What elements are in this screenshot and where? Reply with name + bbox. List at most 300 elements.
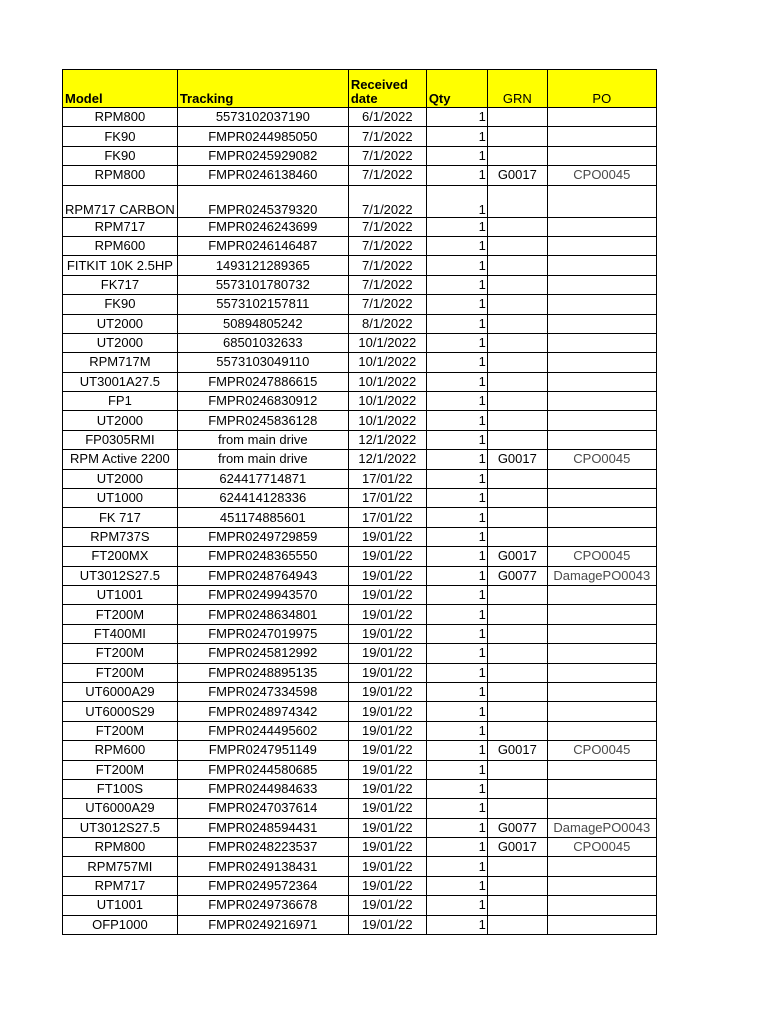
table-row — [63, 663, 657, 682]
table-row — [63, 682, 657, 701]
cell-tracking: FMPR0248634801 — [177, 605, 348, 624]
cell-tracking: FMPR0245812992 — [177, 644, 348, 663]
cell-po — [547, 372, 656, 391]
cell-qty: 1 — [426, 721, 487, 740]
cell-qty: 1 — [426, 353, 487, 372]
table-row — [63, 876, 657, 895]
cell-received-date: 19/01/22 — [348, 818, 426, 837]
cell-model: UT1001 — [63, 896, 178, 915]
header-model: Model — [63, 70, 178, 108]
table-row — [63, 411, 657, 430]
table-row — [63, 702, 657, 721]
cell-grn — [487, 799, 547, 818]
cell-po — [547, 392, 656, 411]
cell-po — [547, 411, 656, 430]
cell-received-date: 19/01/22 — [348, 857, 426, 876]
cell-model: UT2000 — [63, 333, 178, 352]
cell-qty: 1 — [426, 624, 487, 643]
cell-received-date: 7/1/2022 — [348, 146, 426, 165]
cell-qty: 1 — [426, 127, 487, 146]
cell-qty: 1 — [426, 108, 487, 127]
cell-tracking: 50894805242 — [177, 314, 348, 333]
table-row — [63, 779, 657, 798]
cell-grn — [487, 644, 547, 663]
cell-received-date: 10/1/2022 — [348, 392, 426, 411]
cell-received-date: 19/01/22 — [348, 605, 426, 624]
cell-po — [547, 314, 656, 333]
cell-po — [547, 295, 656, 314]
cell-tracking: 5573102037190 — [177, 108, 348, 127]
cell-model: FT100S — [63, 779, 178, 798]
table-row — [63, 489, 657, 508]
cell-po: CPO0045 — [547, 547, 656, 566]
table-row — [63, 896, 657, 915]
cell-qty: 1 — [426, 818, 487, 837]
cell-model: RPM600 — [63, 741, 178, 760]
table-row — [63, 275, 657, 294]
table-row — [63, 721, 657, 740]
cell-model: RPM800 — [63, 838, 178, 857]
cell-qty: 1 — [426, 372, 487, 391]
cell-tracking: FMPR0249138431 — [177, 857, 348, 876]
table-row — [63, 857, 657, 876]
table-row — [63, 236, 657, 255]
cell-model: UT3012S27.5 — [63, 818, 178, 837]
cell-qty: 1 — [426, 876, 487, 895]
cell-model: UT6000S29 — [63, 702, 178, 721]
cell-model: FT400MI — [63, 624, 178, 643]
cell-tracking: FMPR0247334598 — [177, 682, 348, 701]
cell-po: CPO0045 — [547, 838, 656, 857]
cell-model: RPM800 — [63, 166, 178, 185]
cell-received-date: 7/1/2022 — [348, 217, 426, 236]
cell-po — [547, 896, 656, 915]
cell-model: RPM Active 2200 — [63, 450, 178, 469]
cell-model: FITKIT 10K 2.5HP — [63, 256, 178, 275]
cell-qty: 1 — [426, 430, 487, 449]
cell-tracking: FMPR0248764943 — [177, 566, 348, 585]
cell-model: RPM717M — [63, 353, 178, 372]
cell-model: UT2000 — [63, 411, 178, 430]
cell-po — [547, 256, 656, 275]
cell-model: FK90 — [63, 295, 178, 314]
table-body — [63, 108, 657, 935]
cell-qty: 1 — [426, 779, 487, 798]
cell-received-date: 7/1/2022 — [348, 236, 426, 255]
cell-po: CPO0045 — [547, 166, 656, 185]
cell-po — [547, 779, 656, 798]
cell-tracking: FMPR0249736678 — [177, 896, 348, 915]
cell-received-date: 19/01/22 — [348, 566, 426, 585]
cell-model: UT2000 — [63, 469, 178, 488]
cell-received-date: 10/1/2022 — [348, 372, 426, 391]
cell-po — [547, 857, 656, 876]
table-row — [63, 392, 657, 411]
cell-model: RPM800 — [63, 108, 178, 127]
cell-po — [547, 333, 656, 352]
cell-received-date: 19/01/22 — [348, 527, 426, 546]
cell-model: FK717 — [63, 275, 178, 294]
cell-tracking: FMPR0248223537 — [177, 838, 348, 857]
cell-grn — [487, 489, 547, 508]
cell-qty: 1 — [426, 915, 487, 934]
cell-model: RPM600 — [63, 236, 178, 255]
table-row — [63, 508, 657, 527]
cell-grn — [487, 333, 547, 352]
table-row — [63, 166, 657, 185]
cell-grn: G0077 — [487, 566, 547, 585]
cell-qty: 1 — [426, 527, 487, 546]
cell-grn — [487, 392, 547, 411]
cell-received-date: 7/1/2022 — [348, 295, 426, 314]
cell-po — [547, 605, 656, 624]
cell-received-date: 19/01/22 — [348, 644, 426, 663]
cell-tracking: FMPR0249943570 — [177, 585, 348, 604]
cell-tracking: FMPR0245836128 — [177, 411, 348, 430]
cell-po — [547, 108, 656, 127]
cell-received-date: 19/01/22 — [348, 799, 426, 818]
cell-grn — [487, 185, 547, 217]
cell-grn — [487, 236, 547, 255]
cell-qty: 1 — [426, 605, 487, 624]
cell-grn — [487, 353, 547, 372]
cell-grn — [487, 585, 547, 604]
cell-po — [547, 236, 656, 255]
cell-tracking: 624417714871 — [177, 469, 348, 488]
cell-tracking: FMPR0244984633 — [177, 779, 348, 798]
cell-po — [547, 275, 656, 294]
table-row — [63, 799, 657, 818]
cell-qty: 1 — [426, 489, 487, 508]
table-row — [63, 314, 657, 333]
cell-received-date: 12/1/2022 — [348, 450, 426, 469]
table-row — [63, 333, 657, 352]
cell-po — [547, 624, 656, 643]
cell-qty: 1 — [426, 469, 487, 488]
cell-grn — [487, 314, 547, 333]
cell-qty: 1 — [426, 799, 487, 818]
cell-grn: G0017 — [487, 838, 547, 857]
cell-po: DamagePO0043 — [547, 566, 656, 585]
cell-tracking: 1493121289365 — [177, 256, 348, 275]
cell-received-date: 19/01/22 — [348, 721, 426, 740]
cell-qty: 1 — [426, 275, 487, 294]
cell-model: FT200M — [63, 760, 178, 779]
table-row — [63, 372, 657, 391]
cell-grn — [487, 508, 547, 527]
cell-received-date: 17/01/22 — [348, 489, 426, 508]
cell-model: RPM717 — [63, 217, 178, 236]
inventory-table — [62, 69, 657, 935]
cell-qty: 1 — [426, 896, 487, 915]
cell-po — [547, 527, 656, 546]
cell-model: FT200M — [63, 644, 178, 663]
cell-received-date: 7/1/2022 — [348, 275, 426, 294]
cell-model: FT200MX — [63, 547, 178, 566]
cell-grn — [487, 430, 547, 449]
cell-tracking: FMPR0246138460 — [177, 166, 348, 185]
cell-tracking: FMPR0247019975 — [177, 624, 348, 643]
cell-received-date: 19/01/22 — [348, 741, 426, 760]
cell-grn — [487, 857, 547, 876]
cell-qty: 1 — [426, 236, 487, 255]
cell-model: RPM737S — [63, 527, 178, 546]
cell-grn — [487, 469, 547, 488]
header-tracking: Tracking — [177, 70, 348, 108]
cell-tracking: FMPR0247037614 — [177, 799, 348, 818]
cell-model: UT3001A27.5 — [63, 372, 178, 391]
table-row — [63, 838, 657, 857]
table-row — [63, 915, 657, 934]
cell-qty: 1 — [426, 256, 487, 275]
cell-model: UT1001 — [63, 585, 178, 604]
cell-po — [547, 353, 656, 372]
cell-received-date: 6/1/2022 — [348, 108, 426, 127]
cell-received-date: 19/01/22 — [348, 876, 426, 895]
cell-model: UT2000 — [63, 314, 178, 333]
cell-qty: 1 — [426, 314, 487, 333]
cell-grn — [487, 702, 547, 721]
cell-tracking: 5573101780732 — [177, 275, 348, 294]
cell-tracking: FMPR0248895135 — [177, 663, 348, 682]
cell-received-date: 19/01/22 — [348, 702, 426, 721]
cell-qty: 1 — [426, 411, 487, 430]
cell-received-date: 19/01/22 — [348, 624, 426, 643]
cell-model: OFP1000 — [63, 915, 178, 934]
table-row — [63, 527, 657, 546]
cell-tracking: FMPR0245929082 — [177, 146, 348, 165]
header-row — [63, 70, 657, 108]
cell-po — [547, 185, 656, 217]
cell-received-date: 10/1/2022 — [348, 411, 426, 430]
cell-model: FT200M — [63, 663, 178, 682]
cell-model: FT200M — [63, 605, 178, 624]
cell-po: CPO0045 — [547, 741, 656, 760]
cell-grn — [487, 146, 547, 165]
cell-po — [547, 876, 656, 895]
cell-tracking: 5573102157811 — [177, 295, 348, 314]
cell-po — [547, 469, 656, 488]
cell-po — [547, 702, 656, 721]
cell-qty: 1 — [426, 702, 487, 721]
cell-received-date: 19/01/22 — [348, 585, 426, 604]
cell-model: UT1000 — [63, 489, 178, 508]
cell-tracking: FMPR0249216971 — [177, 915, 348, 934]
table-header — [63, 70, 657, 108]
cell-qty: 1 — [426, 760, 487, 779]
cell-model: UT6000A29 — [63, 682, 178, 701]
cell-po — [547, 585, 656, 604]
cell-model: RPM717 CARBON — [63, 185, 178, 217]
cell-received-date: 19/01/22 — [348, 896, 426, 915]
table-row — [63, 217, 657, 236]
cell-po — [547, 799, 656, 818]
cell-tracking: FMPR0245379320 — [177, 185, 348, 217]
table-row — [63, 430, 657, 449]
cell-qty: 1 — [426, 838, 487, 857]
cell-grn — [487, 682, 547, 701]
cell-grn: G0017 — [487, 547, 547, 566]
cell-po — [547, 915, 656, 934]
cell-qty: 1 — [426, 217, 487, 236]
cell-grn — [487, 108, 547, 127]
cell-received-date: 7/1/2022 — [348, 185, 426, 217]
cell-grn — [487, 876, 547, 895]
table-row — [63, 760, 657, 779]
table-row — [63, 185, 657, 217]
table-row — [63, 547, 657, 566]
cell-received-date: 19/01/22 — [348, 547, 426, 566]
cell-grn — [487, 605, 547, 624]
cell-model: FT200M — [63, 721, 178, 740]
cell-received-date: 19/01/22 — [348, 760, 426, 779]
cell-model: RPM757MI — [63, 857, 178, 876]
cell-grn — [487, 915, 547, 934]
cell-grn — [487, 663, 547, 682]
cell-received-date: 8/1/2022 — [348, 314, 426, 333]
cell-qty: 1 — [426, 663, 487, 682]
cell-qty: 1 — [426, 392, 487, 411]
cell-qty: 1 — [426, 644, 487, 663]
table-row — [63, 585, 657, 604]
table-row — [63, 127, 657, 146]
cell-grn — [487, 779, 547, 798]
cell-model: UT6000A29 — [63, 799, 178, 818]
table-row — [63, 644, 657, 663]
table-row — [63, 256, 657, 275]
cell-tracking: FMPR0249729859 — [177, 527, 348, 546]
cell-grn — [487, 760, 547, 779]
cell-po — [547, 508, 656, 527]
cell-grn — [487, 217, 547, 236]
table-row — [63, 353, 657, 372]
cell-po — [547, 489, 656, 508]
cell-grn — [487, 721, 547, 740]
cell-model: FK90 — [63, 127, 178, 146]
cell-tracking: FMPR0244580685 — [177, 760, 348, 779]
cell-qty: 1 — [426, 146, 487, 165]
cell-received-date: 19/01/22 — [348, 663, 426, 682]
cell-grn — [487, 411, 547, 430]
cell-received-date: 19/01/22 — [348, 779, 426, 798]
table-row — [63, 469, 657, 488]
cell-received-date: 10/1/2022 — [348, 333, 426, 352]
cell-tracking: FMPR0247886615 — [177, 372, 348, 391]
cell-received-date: 19/01/22 — [348, 682, 426, 701]
cell-tracking: 5573103049110 — [177, 353, 348, 372]
table-row — [63, 146, 657, 165]
cell-received-date: 17/01/22 — [348, 469, 426, 488]
cell-po — [547, 146, 656, 165]
header-qty: Qty — [426, 70, 487, 108]
table-row — [63, 450, 657, 469]
cell-po — [547, 430, 656, 449]
cell-grn — [487, 275, 547, 294]
cell-tracking: FMPR0249572364 — [177, 876, 348, 895]
cell-grn — [487, 896, 547, 915]
cell-grn — [487, 295, 547, 314]
cell-received-date: 7/1/2022 — [348, 166, 426, 185]
cell-po — [547, 760, 656, 779]
cell-received-date: 19/01/22 — [348, 915, 426, 934]
cell-tracking: FMPR0247951149 — [177, 741, 348, 760]
table-row — [63, 818, 657, 837]
table-row — [63, 741, 657, 760]
cell-grn: G0017 — [487, 450, 547, 469]
cell-qty: 1 — [426, 566, 487, 585]
cell-qty: 1 — [426, 333, 487, 352]
cell-po: DamagePO0043 — [547, 818, 656, 837]
cell-model: FP0305RMI — [63, 430, 178, 449]
cell-model: FK90 — [63, 146, 178, 165]
cell-po — [547, 663, 656, 682]
cell-qty: 1 — [426, 508, 487, 527]
cell-qty: 1 — [426, 585, 487, 604]
cell-model: UT3012S27.5 — [63, 566, 178, 585]
cell-grn: G0017 — [487, 741, 547, 760]
cell-po — [547, 127, 656, 146]
cell-grn — [487, 127, 547, 146]
cell-received-date: 10/1/2022 — [348, 353, 426, 372]
cell-received-date: 17/01/22 — [348, 508, 426, 527]
header-received-date: Received date — [348, 70, 426, 108]
cell-po — [547, 721, 656, 740]
cell-tracking: FMPR0248594431 — [177, 818, 348, 837]
cell-tracking: 451174885601 — [177, 508, 348, 527]
cell-tracking: FMPR0248974342 — [177, 702, 348, 721]
cell-grn: G0017 — [487, 166, 547, 185]
cell-tracking: FMPR0246146487 — [177, 236, 348, 255]
cell-qty: 1 — [426, 450, 487, 469]
cell-model: RPM717 — [63, 876, 178, 895]
cell-tracking: 68501032633 — [177, 333, 348, 352]
cell-qty: 1 — [426, 741, 487, 760]
table-row — [63, 295, 657, 314]
cell-model: FP1 — [63, 392, 178, 411]
cell-tracking: FMPR0244985050 — [177, 127, 348, 146]
cell-tracking: FMPR0246830912 — [177, 392, 348, 411]
cell-po: CPO0045 — [547, 450, 656, 469]
cell-qty: 1 — [426, 857, 487, 876]
cell-tracking: FMPR0244495602 — [177, 721, 348, 740]
cell-grn: G0077 — [487, 818, 547, 837]
cell-qty: 1 — [426, 547, 487, 566]
cell-received-date: 7/1/2022 — [348, 256, 426, 275]
table-row — [63, 624, 657, 643]
cell-tracking: FMPR0246243699 — [177, 217, 348, 236]
table-row — [63, 566, 657, 585]
cell-tracking: 624414128336 — [177, 489, 348, 508]
header-grn: GRN — [487, 70, 547, 108]
cell-model: FK 717 — [63, 508, 178, 527]
cell-po — [547, 682, 656, 701]
cell-grn — [487, 624, 547, 643]
cell-tracking: from main drive — [177, 430, 348, 449]
cell-received-date: 12/1/2022 — [348, 430, 426, 449]
cell-po — [547, 644, 656, 663]
cell-grn — [487, 256, 547, 275]
cell-qty: 1 — [426, 295, 487, 314]
cell-received-date: 7/1/2022 — [348, 127, 426, 146]
cell-tracking: from main drive — [177, 450, 348, 469]
cell-qty: 1 — [426, 185, 487, 217]
cell-qty: 1 — [426, 166, 487, 185]
cell-qty: 1 — [426, 682, 487, 701]
cell-received-date: 19/01/22 — [348, 838, 426, 857]
cell-po — [547, 217, 656, 236]
cell-grn — [487, 372, 547, 391]
cell-tracking: FMPR0248365550 — [177, 547, 348, 566]
